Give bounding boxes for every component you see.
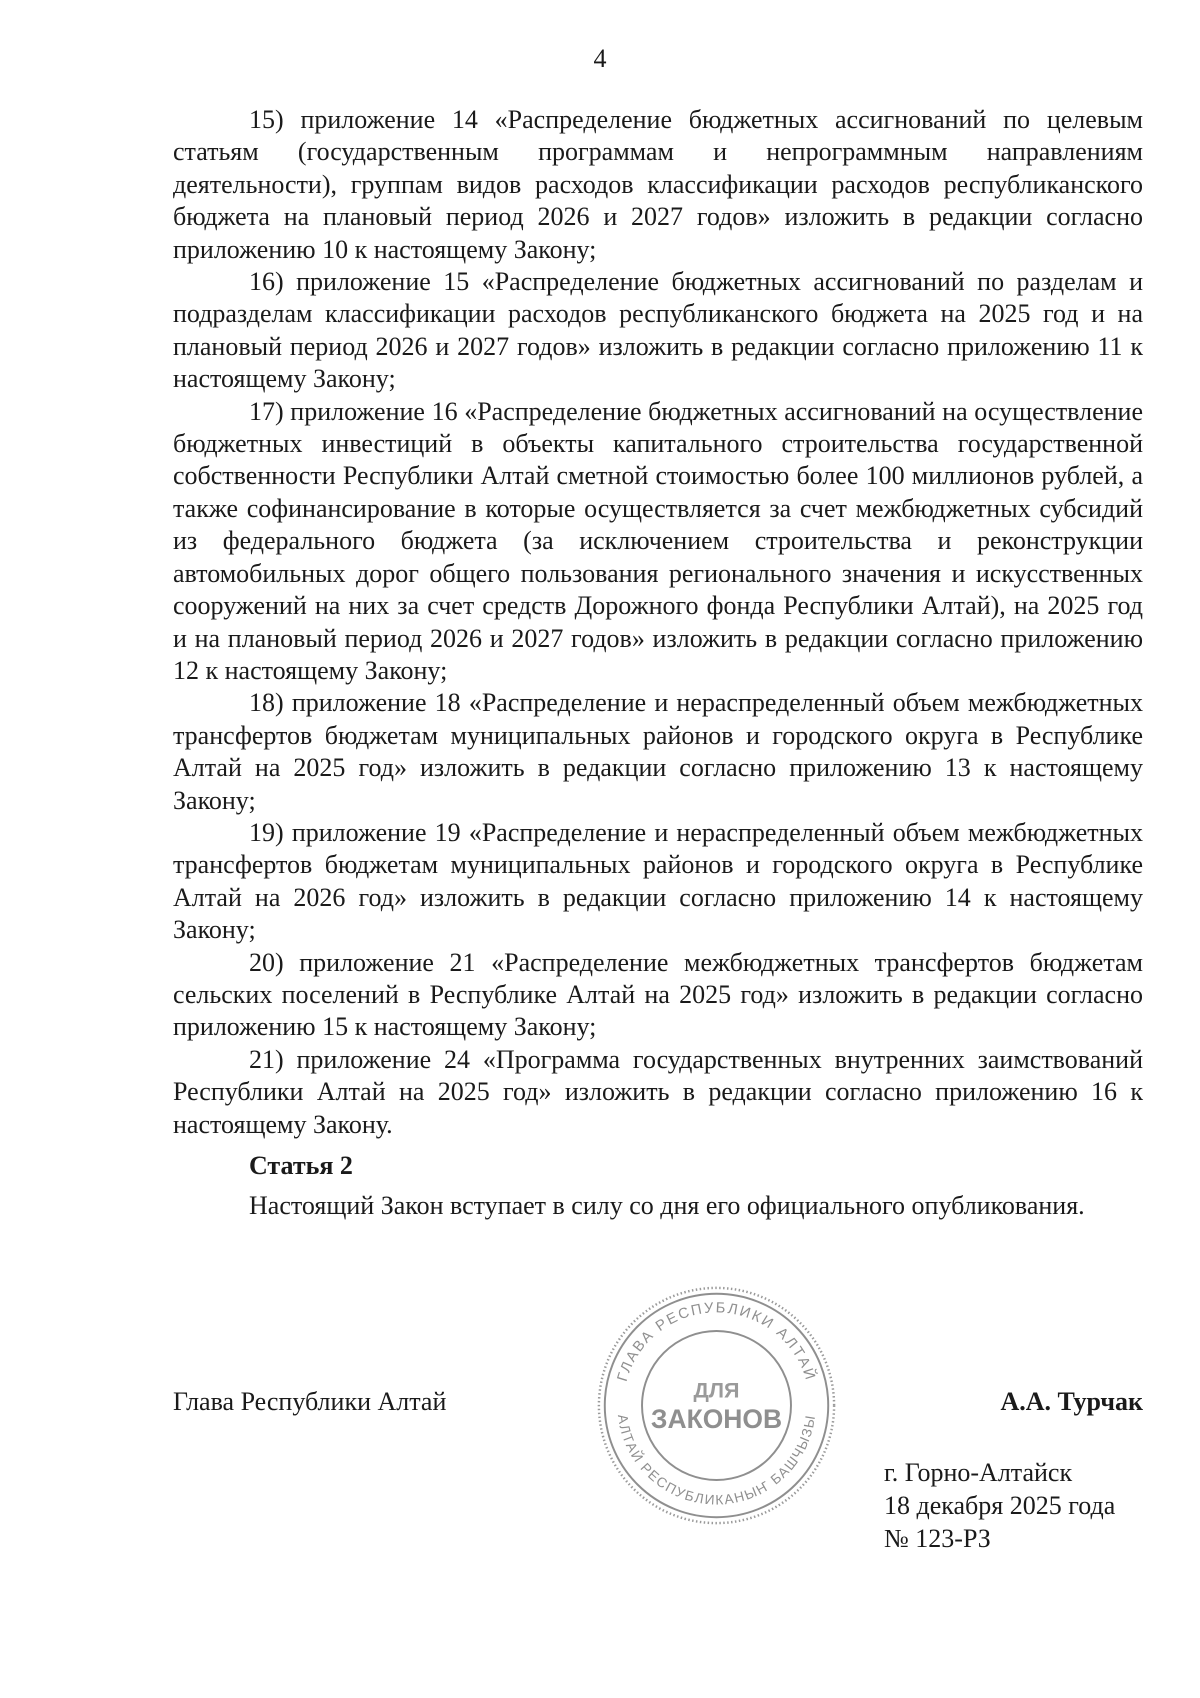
- paragraph-17: 17) приложение 16 «Распределение бюджетных ассигнований на осуществление бюджетных инвестиций в объекты капитального строительства государственной собственности Республики Алтай сметной стоимостью более 100 миллионов рублей, а также софинансирование в которые осуществляется за счет межбюджетных субсидий из федерального бюджета (за исключением строительства и реконструкции автомобильных дорог общего пользования регионального значения и искусственных сооружений на них за счет средств Дорожного фонда Республики Алтай), на 2025 год и на плановый период 2026 и 2027 годов» изложить в редакции согласно приложению 12 к настоящему Закону;: [173, 396, 1143, 685]
- law-number: № 123-РЗ: [884, 1524, 991, 1553]
- stamp-center-line2: ЗАКОНОВ: [650, 1404, 783, 1435]
- place-date-block: [884, 1456, 1115, 1555]
- official-stamp: [594, 1283, 839, 1528]
- article-2-text: Настоящий Закон вступает в силу со дня его официального опубликования.: [249, 1191, 1085, 1220]
- paragraph-18: 18) приложение 18 «Распределение и нераспределенный объем межбюджетных трансфертов бюджетам муниципальных районов и городского округа в Республике Алтай на 2025 год» изложить в редакции согласно приложению 13 к настоящему Закону;: [173, 688, 1143, 815]
- paragraph-15: 15) приложение 14 «Распределение бюджетных ассигнований по целевым статьям (государственным программам и непрограммным направлениям деятельности), группам видов расходов классификации расходов республиканского бюджета на плановый период 2026 и 2027 годов» изложить в редакции согласно приложению 10 к настоящему Закону;: [173, 105, 1143, 264]
- signatory-name: А.А. Турчак: [1000, 1387, 1143, 1416]
- stamp-bottom-text: АЛТАЙ РЕСПУБЛИКАНЫҤ БАШЧЫЗЫ: [614, 1413, 819, 1508]
- paragraph-20: 20) приложение 21 «Распределение межбюджетных трансфертов бюджетам сельских поселений в Республике Алтай на 2025 год» изложить в редакции согласно приложению 15 к настоящему Закону;: [173, 947, 1143, 1042]
- city: г. Горно-Алтайск: [884, 1458, 1073, 1487]
- stamp-seal-graphic: [594, 1283, 839, 1528]
- stamp-center-line1: ДЛЯ: [693, 1377, 740, 1403]
- date: 18 декабря 2025 года: [884, 1491, 1116, 1520]
- page-number: 4: [593, 44, 607, 73]
- stamp-top-text: ГЛАВА РЕСПУБЛИКИ АЛТАЙ: [614, 1300, 819, 1384]
- law-body: [173, 104, 1143, 1222]
- paragraph-19: 19) приложение 19 «Распределение и нераспределенный объем межбюджетных трансфертов бюджетам муниципальных районов и городского округа в Республике Алтай на 2026 год» изложить в редакции согласно приложению 14 к настоящему Закону;: [173, 817, 1143, 945]
- paragraph-21: 21) приложение 24 «Программа государственных внутренних заимствований Республики Алтай на 2025 год» изложить в редакции согласно приложению 16 к настоящему Закону.: [173, 1044, 1143, 1139]
- article-2-heading: Статья 2: [249, 1151, 353, 1180]
- paragraph-16: 16) приложение 15 «Распределение бюджетных ассигнований по разделам и подразделам классификации расходов республиканского бюджета на 2025 год и на плановый период 2026 и 2027 годов» изложить в редакции согласно приложению 11 к настоящему Закону;: [173, 267, 1143, 394]
- signatory-title: Глава Республики Алтай: [173, 1387, 447, 1416]
